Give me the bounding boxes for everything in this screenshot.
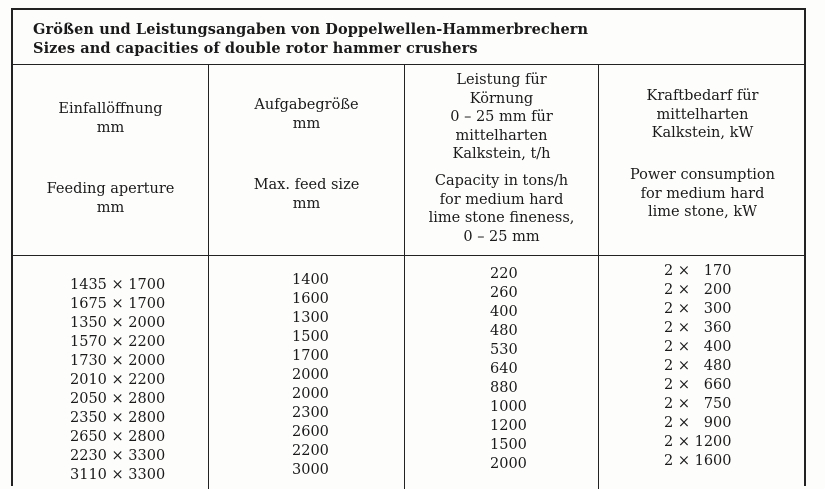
- table-cell: 3110 × 3300: [70, 467, 166, 483]
- table-cell: 1600: [292, 291, 329, 307]
- table-cell: 2 × 300: [664, 301, 732, 317]
- table-cell: 2000: [292, 386, 329, 402]
- table-cell: 2600: [292, 424, 329, 440]
- header-aperture-de: Einfallöffnung mm: [58, 101, 163, 136]
- header-power-de: Kraftbedarf für mittelharten Kalkstein, kW: [646, 88, 759, 141]
- table-cell: 2230 × 3300: [70, 448, 166, 464]
- table-cell: 2050 × 2800: [70, 391, 166, 407]
- header-feed-de: Aufgabegröße mm: [254, 97, 359, 132]
- table-cell: 1500: [490, 437, 527, 453]
- title-english: Sizes and capacities of double rotor hammer crushers: [33, 40, 478, 57]
- table-cell: 400: [490, 304, 518, 320]
- table-cell: 2000: [292, 367, 329, 383]
- table-cell: 2 × 480: [664, 358, 732, 374]
- table-cell: 1435 × 1700: [70, 277, 166, 293]
- table-title: [33, 20, 588, 58]
- table-cell: 2300: [292, 405, 329, 421]
- table-cell: 2 × 750: [664, 396, 732, 412]
- table-cell: 2 × 360: [664, 320, 732, 336]
- table-cell: 2 × 400: [664, 339, 732, 355]
- table-cell: 480: [490, 323, 518, 339]
- header-capacity-de: Leistung für Körnung 0 – 25 mm für mittelharten Kalkstein, t/h: [450, 72, 553, 162]
- column-power-values: [664, 262, 732, 471]
- table-cell: 1570 × 2200: [70, 334, 166, 350]
- table-cell: 2000: [490, 456, 527, 472]
- column-aperture-values: [70, 276, 165, 485]
- header-capacity-en: Capacity in tons/h for medium hard lime stone fineness, 0 – 25 mm: [428, 173, 575, 245]
- title-german: Größen und Leistungsangaben von Doppelwellen-Hammerbrechern: [33, 21, 589, 38]
- column-feed-values: [292, 271, 329, 480]
- header-divider: [11, 255, 806, 256]
- table-cell: 2 × 170: [664, 263, 732, 279]
- table-cell: 1500: [292, 329, 329, 345]
- table-cell: 2200: [292, 443, 329, 459]
- table-cell: 1400: [292, 272, 329, 288]
- table-cell: 1000: [490, 399, 527, 415]
- table-cell: 220: [490, 266, 518, 282]
- header-aperture-en: Feeding aperture mm: [46, 181, 175, 216]
- table-cell: 530: [490, 342, 518, 358]
- table-cell: 2010 × 2200: [70, 372, 166, 388]
- table-cell: 2 × 1600: [664, 453, 732, 469]
- table-cell: 2 × 1200: [664, 434, 732, 450]
- table-cell: 1700: [292, 348, 329, 364]
- table-cell: 2 × 660: [664, 377, 732, 393]
- title-divider: [11, 64, 806, 65]
- table-cell: 260: [490, 285, 518, 301]
- table-cell: 880: [490, 380, 518, 396]
- table-cell: 640: [490, 361, 518, 377]
- table-cell: 2650 × 2800: [70, 429, 166, 445]
- table-cell: 2350 × 2800: [70, 410, 166, 426]
- table-cell: 3000: [292, 462, 329, 478]
- table-cell: 1675 × 1700: [70, 296, 166, 312]
- table-cell: 1350 × 2000: [70, 315, 166, 331]
- table-cell: 1730 × 2000: [70, 353, 166, 369]
- table-cell: 1200: [490, 418, 527, 434]
- header-power-en: Power consumption for medium hard lime stone, kW: [630, 167, 775, 220]
- table-cell: 2 × 900: [664, 415, 732, 431]
- table-cell: 2 × 200: [664, 282, 732, 298]
- column-capacity-values: [490, 265, 527, 474]
- header-feed-en: Max. feed size mm: [253, 177, 360, 212]
- table-cell: 1300: [292, 310, 329, 326]
